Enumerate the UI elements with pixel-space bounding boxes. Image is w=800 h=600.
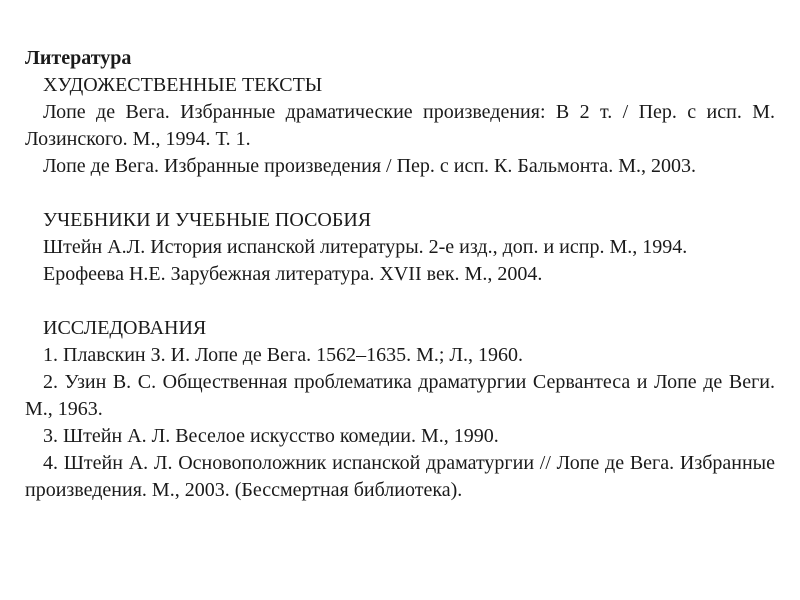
bibliography-entry: Штейн А.Л. История испанской литературы. 2-е изд., доп. и испр. М., 1994.	[43, 236, 688, 258]
bibliography-entry: 2. Узин В. С. Общественная проблематика драматургии Сервантеса и Лопе де Веги. М., 1963.	[25, 371, 775, 420]
section-heading: ХУДОЖЕСТВЕННЫЕ ТЕКСТЫ	[43, 74, 323, 96]
bibliography-entry: Лопе де Вега. Избранные произведения / Пер. с исп. К. Бальмонта. М., 2003.	[43, 155, 697, 177]
bibliography-page	[25, 45, 775, 504]
section-textbooks	[25, 207, 775, 288]
section-research	[25, 315, 775, 504]
section-fiction-texts	[25, 72, 775, 180]
page-title: Литература	[25, 47, 132, 69]
section-heading: УЧЕБНИКИ И УЧЕБНЫЕ ПОСОБИЯ	[43, 209, 372, 231]
bibliography-entry: Ерофеева Н.Е. Зарубежная литература. XVII век. М., 2004.	[43, 263, 543, 285]
bibliography-entry: 3. Штейн А. Л. Веселое искусство комедии. М., 1990.	[43, 425, 499, 447]
bibliography-entry: 4. Штейн А. Л. Основоположник испанской драматургии // Лопе де Вега. Избранные произведения. М., 2003. (Бессмертная библиотека).	[25, 452, 775, 501]
bibliography-entry: 1. Плавскин З. И. Лопе де Вега. 1562–1635. М.; Л., 1960.	[43, 344, 523, 366]
section-heading: ИССЛЕДОВАНИЯ	[43, 317, 207, 339]
bibliography-entry: Лопе де Вега. Избранные драматические произведения: В 2 т. / Пер. с исп. М. Лозинского. М., 1994. Т. 1.	[25, 101, 775, 150]
